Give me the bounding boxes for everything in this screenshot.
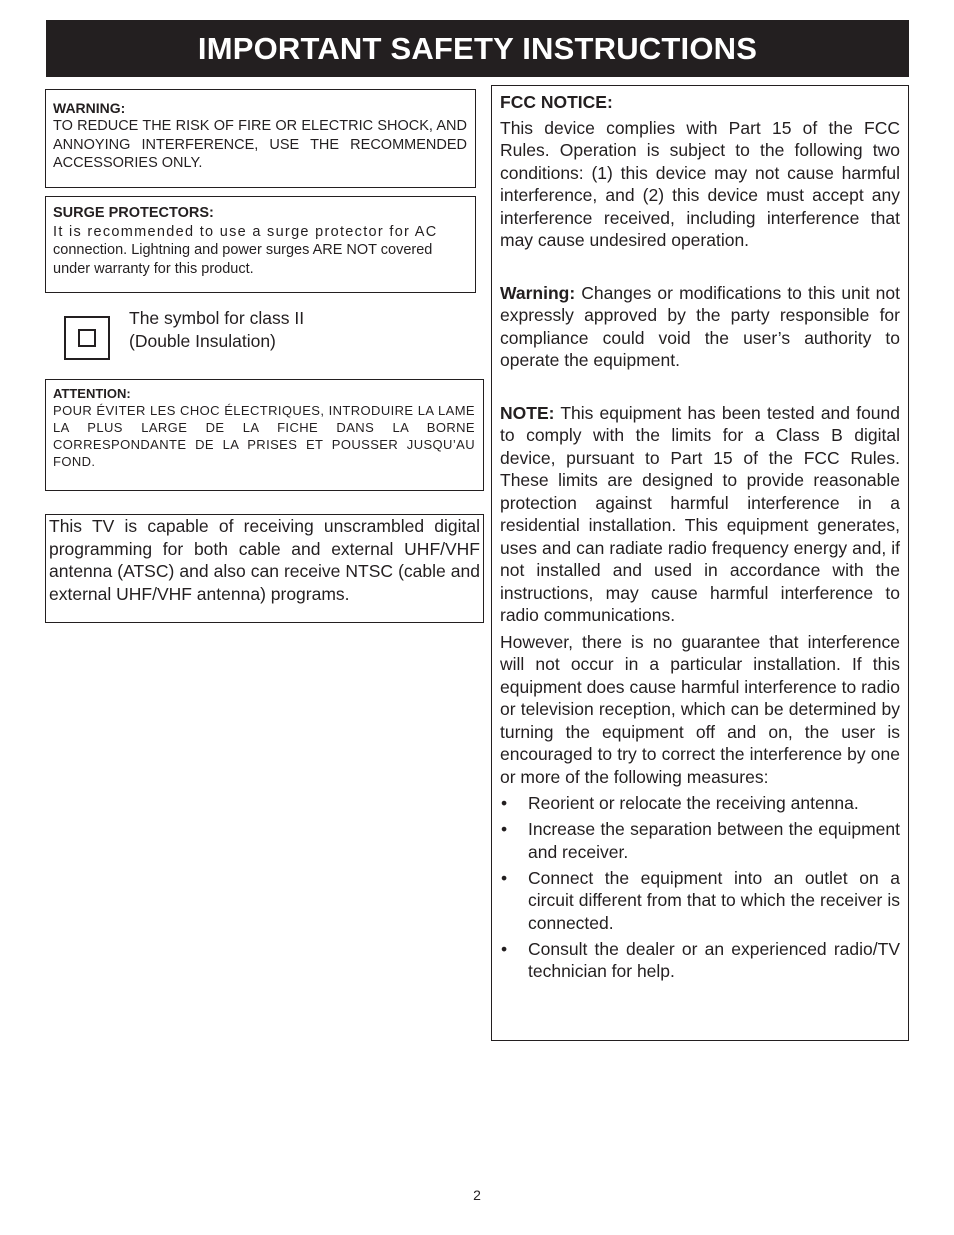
- fcc-warning-label: Warning:: [500, 282, 576, 303]
- fcc-paragraph-1: This device complies with Part 15 of the FCC Rules. Operation is subject to the following two conditions: (1) this device may not cause harmful interference, and (2) this device must accept any interference received, including interference that may cause undesired operation.: [500, 117, 900, 250]
- fcc-note-label: NOTE:: [500, 402, 555, 423]
- class2-caption: [129, 307, 304, 353]
- fcc-paragraph-4: However, there is no guarantee that interference will not occur in a particular installation. If this equipment does cause harmful interference to radio or television reception, which can be determined by turning the equipment off and on, the user is encouraged to try to correct the interference by one or more of the following measures:: [500, 631, 900, 787]
- warning-text: TO REDUCE THE RISK OF FIRE OR ELECTRIC SHOCK, AND ANNOYING INTERFERENCE, USE THE RECOMMENDED ACCESSORIES ONLY.: [53, 118, 467, 171]
- tv-notice-text: This TV is capable of receiving unscrambled digital programming for both cable and external UHF/VHF antenna (ATSC) and also can receive NTSC (cable and external UHF/VHF antenna) programs.: [49, 516, 480, 604]
- page-number: 2: [473, 1187, 481, 1203]
- warning-box: [45, 89, 476, 188]
- fcc-warning-paragraph: [500, 282, 900, 372]
- page-title: IMPORTANT SAFETY INSTRUCTIONS: [46, 20, 909, 77]
- fcc-note-text: This equipment has been tested and found to comply with the limits for a Class B digital device, pursuant to Part 15 of the FCC Rules. These limits are designed to provide reasonable protection against harmful interference in a residential installation. This equipment generates, uses and can radiate radio frequency energy and, if not installed and used in accordance with the instructions, may cause harmful interference to radio communications.: [500, 402, 900, 625]
- attention-text: POUR ÉVITER LES CHOC ÉLECTRIQUES, INTRODUIRE LA LAME LA PLUS LARGE DE LA FICHE DANS LA BORNE CORRESPONDANTE DE LA PRISES ET POUSSER JUSQU’AU FOND.: [53, 403, 475, 469]
- list-item: • Consult the dealer or an experienced radio/TV technician for help.: [500, 938, 900, 983]
- tv-reception-box: [45, 514, 484, 623]
- fcc-warning-text: Changes or modifications to this unit not expressly approved by the party responsible for compliance could void the user’s authority to operate the equipment.: [500, 282, 900, 370]
- surge-heading: SURGE PROTECTORS:: [53, 205, 214, 221]
- list-item: • Connect the equipment into an outlet on a circuit different from that to which the receiver is connected.: [500, 867, 900, 935]
- fcc-notice-box: [491, 85, 909, 1041]
- warning-heading: WARNING:: [53, 100, 126, 116]
- class2-line2: (Double Insulation): [129, 331, 276, 351]
- list-item: • Increase the separation between the equipment and receiver.: [500, 818, 900, 863]
- surge-text-line1: It is recommended to use a surge protector for AC: [53, 223, 438, 240]
- fcc-note-paragraph: [500, 402, 900, 627]
- double-insulation-icon: [64, 316, 110, 360]
- surge-text: connection. Lightning and power surges ARE NOT covered under warranty for this product.: [53, 242, 433, 277]
- class2-line1: The symbol for class II: [129, 308, 305, 328]
- attention-heading: ATTENTION:: [53, 386, 131, 401]
- attention-box: [45, 379, 484, 491]
- measures-list: [500, 792, 900, 983]
- fcc-heading: FCC NOTICE:: [500, 92, 613, 112]
- surge-protectors-box: [45, 196, 476, 293]
- list-item: • Reorient or relocate the receiving antenna.: [500, 792, 900, 815]
